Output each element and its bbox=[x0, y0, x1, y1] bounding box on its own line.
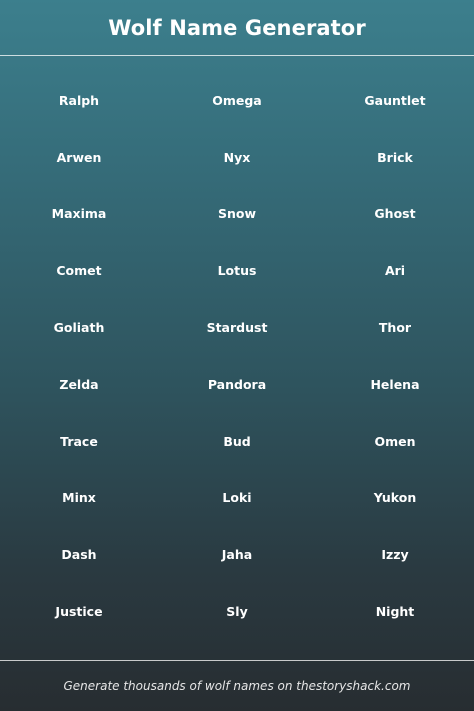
name-item: Omega bbox=[212, 92, 262, 108]
name-item: Thor bbox=[378, 320, 412, 336]
name-item: Trace bbox=[60, 433, 98, 449]
name-item: Night bbox=[375, 604, 415, 620]
name-item: Ghost bbox=[374, 206, 416, 222]
footer bbox=[0, 660, 474, 711]
name-item: Maxima bbox=[51, 206, 107, 222]
name-item: Lotus bbox=[217, 263, 257, 279]
name-item: Minx bbox=[62, 490, 96, 506]
name-item: Comet bbox=[56, 263, 102, 279]
name-item: Nyx bbox=[223, 149, 251, 165]
name-item: Gauntlet bbox=[364, 92, 426, 108]
name-item: Bud bbox=[223, 433, 251, 449]
name-item: Goliath bbox=[53, 320, 105, 336]
name-item: Yukon bbox=[373, 490, 417, 506]
name-item: Zelda bbox=[59, 376, 99, 392]
name-item: Omen bbox=[374, 433, 416, 449]
header bbox=[0, 0, 474, 56]
name-item: Helena bbox=[370, 376, 420, 392]
page-title: Wolf Name Generator bbox=[108, 15, 366, 40]
name-item: Snow bbox=[217, 206, 257, 222]
name-item: Dash bbox=[61, 547, 97, 563]
name-item: Loki bbox=[222, 490, 252, 506]
name-grid bbox=[0, 72, 474, 640]
name-item: Brick bbox=[377, 149, 413, 165]
name-item: Jaha bbox=[221, 547, 253, 563]
name-item: Pandora bbox=[207, 376, 267, 392]
name-item: Arwen bbox=[56, 149, 102, 165]
name-item: Izzy bbox=[381, 547, 409, 563]
name-item: Justice bbox=[55, 604, 103, 620]
name-item: Sly bbox=[226, 604, 248, 620]
name-item: Stardust bbox=[206, 320, 268, 336]
footer-credit: Generate thousands of wolf names on thestoryshack.com bbox=[63, 679, 411, 693]
name-item: Ralph bbox=[58, 92, 100, 108]
name-item: Ari bbox=[384, 263, 406, 279]
